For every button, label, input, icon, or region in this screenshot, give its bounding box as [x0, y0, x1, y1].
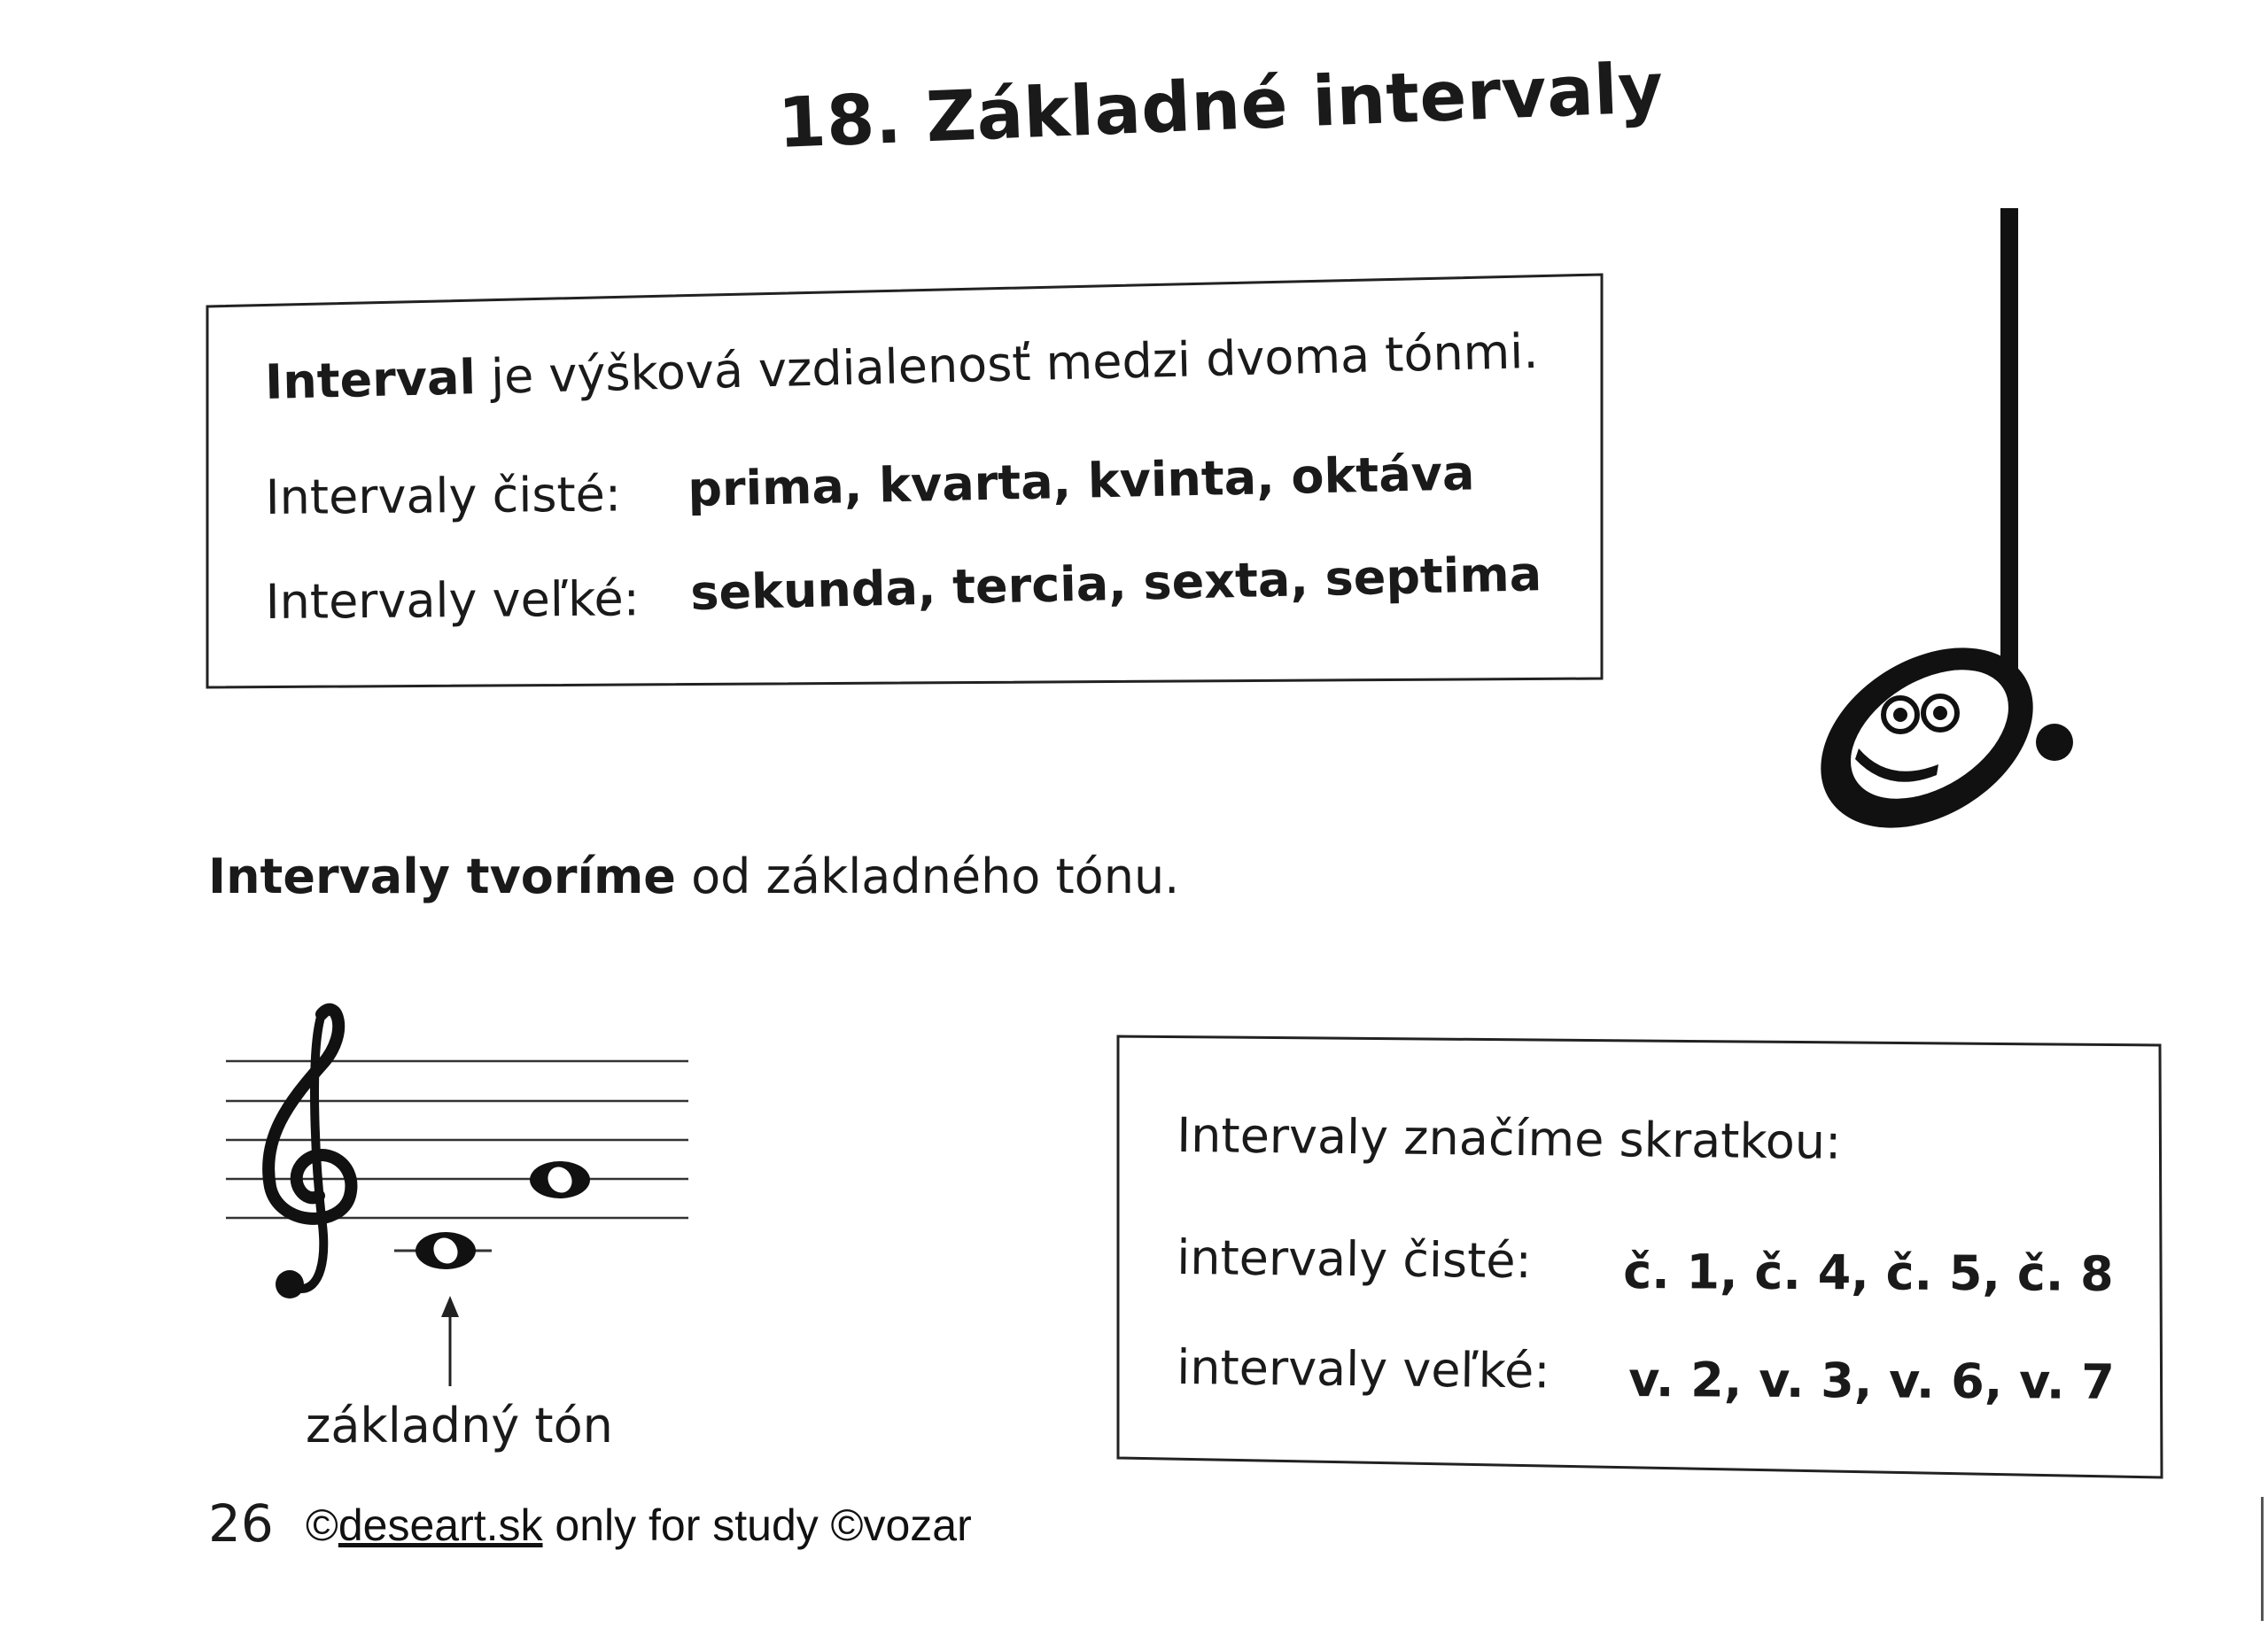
- definition-box: [206, 273, 1604, 689]
- perfect-abbreviation-label: intervaly čisté:: [1177, 1229, 1533, 1290]
- copyright-link[interactable]: deseart.sk: [338, 1500, 543, 1550]
- interval-definition-text: je výšková vzdialenosť medzi dvoma tónmi.: [475, 322, 1540, 406]
- second-note: [530, 1161, 590, 1198]
- construction-rest: od základného tónu.: [675, 849, 1180, 904]
- page-title: 18. Základné intervaly: [776, 48, 1666, 165]
- perfect-abbreviation-list: č. 1, č. 4, č. 5, č. 8: [1623, 1244, 2114, 1302]
- construction-bold: Intervaly tvoríme: [208, 849, 676, 904]
- smiling-dotted-half-note-icon: [1790, 208, 2082, 859]
- page-number: 26: [208, 1493, 274, 1554]
- base-tone-label: základný tón: [306, 1398, 613, 1454]
- major-abbreviation-label: intervaly veľké:: [1177, 1339, 1550, 1399]
- music-staff: [217, 996, 700, 1386]
- perfect-intervals-label: Intervaly čisté:: [265, 466, 622, 525]
- major-intervals-label: Intervaly veľké:: [265, 570, 641, 630]
- abbreviation-heading: Intervaly značíme skratkou:: [1177, 1107, 1842, 1170]
- copyright-suffix: only for study ©vozar: [542, 1500, 972, 1550]
- interval-term: Interval: [264, 349, 477, 410]
- treble-clef-icon: [268, 1010, 351, 1289]
- treble-clef-dot: [276, 1270, 304, 1299]
- interval-construction-sentence: [208, 849, 1179, 904]
- staff-lines: [226, 1061, 688, 1218]
- page-edge-mark: [2261, 1497, 2264, 1621]
- perfect-intervals-list: prima, kvarta, kvinta, oktáva: [687, 445, 1475, 517]
- base-tone-note: [416, 1232, 476, 1269]
- copyright-prefix: ©: [306, 1500, 338, 1550]
- arrow-up-icon: [441, 1296, 459, 1386]
- abbreviation-box: [1116, 1033, 2163, 1488]
- copyright-notice: [306, 1500, 972, 1551]
- major-abbreviation-list: v. 2, v. 3, v. 6, v. 7: [1628, 1352, 2116, 1410]
- major-intervals-list: sekunda, tercia, sexta, septima: [689, 546, 1542, 621]
